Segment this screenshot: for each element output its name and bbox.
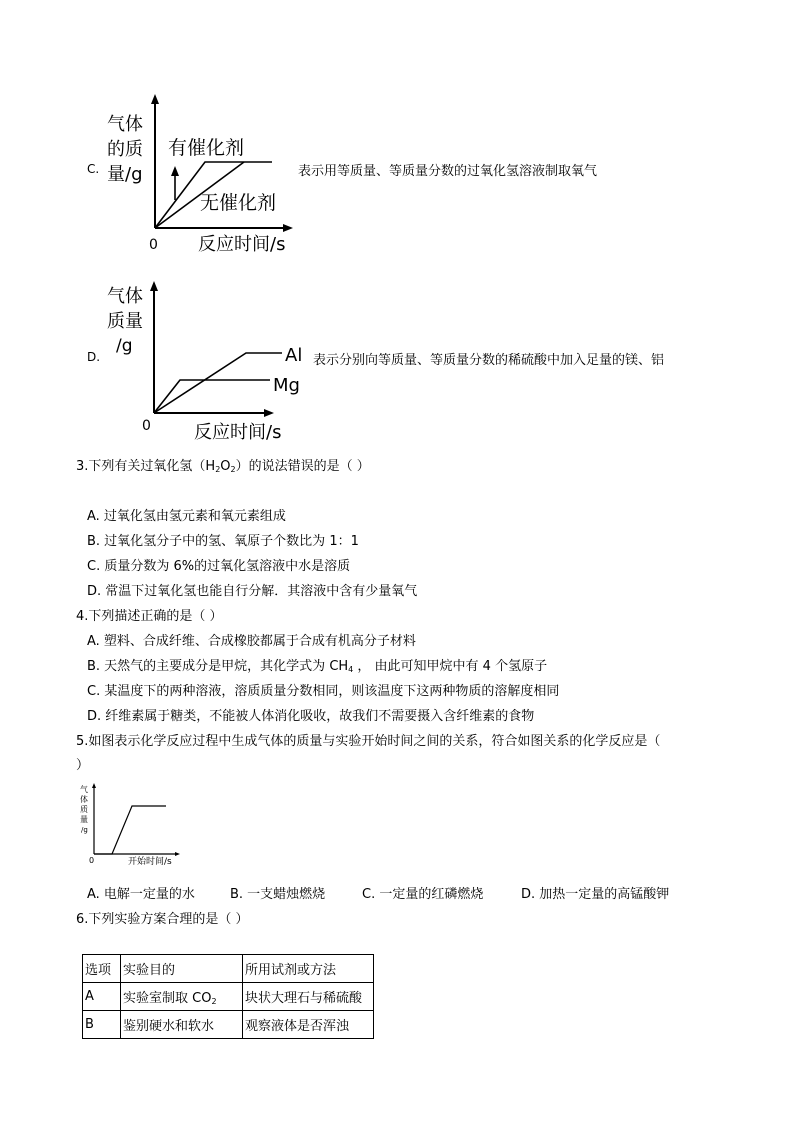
origin-label: 0: [142, 418, 151, 434]
x-axis-arrow: [264, 409, 274, 417]
label-al: Al: [285, 345, 303, 366]
y-axis-arrow: [92, 783, 96, 788]
al-line: [154, 353, 282, 413]
cell-method: 块状大理石与稀硫酸: [243, 983, 374, 1011]
y-label-1: 气: [80, 785, 88, 794]
y-label-3: 量/g: [107, 164, 143, 185]
x-axis-arrow: [175, 852, 180, 856]
origin-label: 0: [89, 856, 95, 865]
gas-time-graph: [78, 782, 188, 872]
y-axis-arrow: [151, 94, 159, 104]
question-6-stem: 6.下列实验方案合理的是（ ）: [76, 912, 249, 927]
y-label-1: 气体: [107, 286, 143, 307]
question-5-stem-line1: 5.如图表示化学反应过程中生成气体的质量与实验开始时间之间的关系，符合如图关系的化学反应是（: [76, 734, 661, 749]
q5-option-b: B. 一支蜡烛燃烧: [230, 887, 326, 902]
q3-option-a: A. 过氧化氢由氢元素和氧元素组成: [87, 509, 286, 524]
y-label-3: 质: [80, 805, 88, 814]
cell-option: B: [83, 1011, 121, 1039]
cell-purpose: 鉴别硬水和软水: [121, 1011, 243, 1039]
y-label-2: 的质: [107, 139, 143, 160]
y-label-2: 质量: [107, 311, 143, 332]
up-arrow-icon: [171, 166, 179, 176]
q5-option-d: D. 加热一定量的高锰酸钾: [521, 887, 670, 902]
x-axis-arrow: [283, 224, 293, 232]
q5-option-c: C. 一定量的红磷燃烧: [362, 887, 484, 902]
header-option: 选项: [83, 955, 121, 983]
cell-method: 观察液体是否浑浊: [243, 1011, 374, 1039]
q3-option-b: B. 过氧化氢分子中的氢、氧原子个数比为 1：1: [87, 534, 359, 549]
q4-option-d: D. 纤维素属于糖类，不能被人体消化吸收，故我们不需要摄入含纤维素的食物: [87, 709, 535, 724]
catalyst-graph: [100, 88, 300, 258]
x-axis-label: 反应时间/s: [198, 234, 286, 255]
q3-option-c: C. 质量分数为 6%的过氧化氢溶液中水是溶质: [87, 559, 351, 574]
x-axis-label: 开始时间/s: [128, 857, 172, 867]
label-mg: Mg: [273, 375, 300, 396]
table-header-row: [83, 955, 374, 983]
q3-option-d: D. 常温下过氧化氢也能自行分解．其溶液中含有少量氧气: [87, 584, 418, 599]
y-label-2: 体: [80, 795, 88, 804]
experiment-table: [82, 954, 374, 1039]
y-label-5: /g: [81, 826, 88, 834]
header-method: 所用试剂或方法: [243, 955, 374, 983]
y-axis-arrow: [150, 281, 158, 291]
label-without-catalyst: 无催化剂: [200, 192, 277, 214]
cell-option: A: [83, 983, 121, 1011]
table-row: [83, 1011, 374, 1039]
y-label-1: 气体: [107, 114, 143, 135]
option-letter-c: C.: [87, 162, 100, 176]
header-purpose: 实验目的: [121, 955, 243, 983]
origin-label: 0: [149, 237, 158, 253]
table-row: [83, 983, 374, 1011]
q4-option-c: C. 某温度下的两种溶液，溶质质量分数相同，则该温度下这两种物质的溶解度相同: [87, 684, 560, 699]
mg-line: [154, 380, 270, 413]
q4-option-b: B. 天然气的主要成分是甲烷，其化学式为 $CH_4$ ， 由此可知甲烷中有 4 个氢原子: [87, 659, 548, 674]
cell-purpose: 实验室制取 $CO_2$: [121, 983, 243, 1011]
label-with-catalyst: 有催化剂: [168, 137, 245, 159]
metal-acid-graph: [100, 278, 315, 448]
question-4-stem: 4.下列描述正确的是（ ）: [76, 609, 223, 624]
option-d-description: 表示分别向等质量、等质量分数的稀硫酸中加入足量的镁、铝: [313, 353, 665, 368]
x-axis-label: 反应时间/s: [194, 422, 282, 443]
y-label-3: /g: [116, 336, 133, 356]
question-3-stem: 3.下列有关过氧化氢$(H_2O_2)$的说法错误的是（ ）: [76, 459, 370, 474]
option-c-description: 表示用等质量、等质量分数的过氧化氢溶液制取氧气: [298, 164, 598, 179]
q5-option-a: A. 电解一定量的水: [87, 887, 195, 902]
q4-option-a: A. 塑料、合成纤维、合成橡胶都属于合成有机高分子材料: [87, 634, 416, 649]
question-5-stem-line2: ）: [76, 758, 90, 773]
y-label-4: 量: [80, 815, 88, 824]
gas-line: [94, 806, 166, 854]
option-letter-d: D.: [87, 350, 101, 364]
